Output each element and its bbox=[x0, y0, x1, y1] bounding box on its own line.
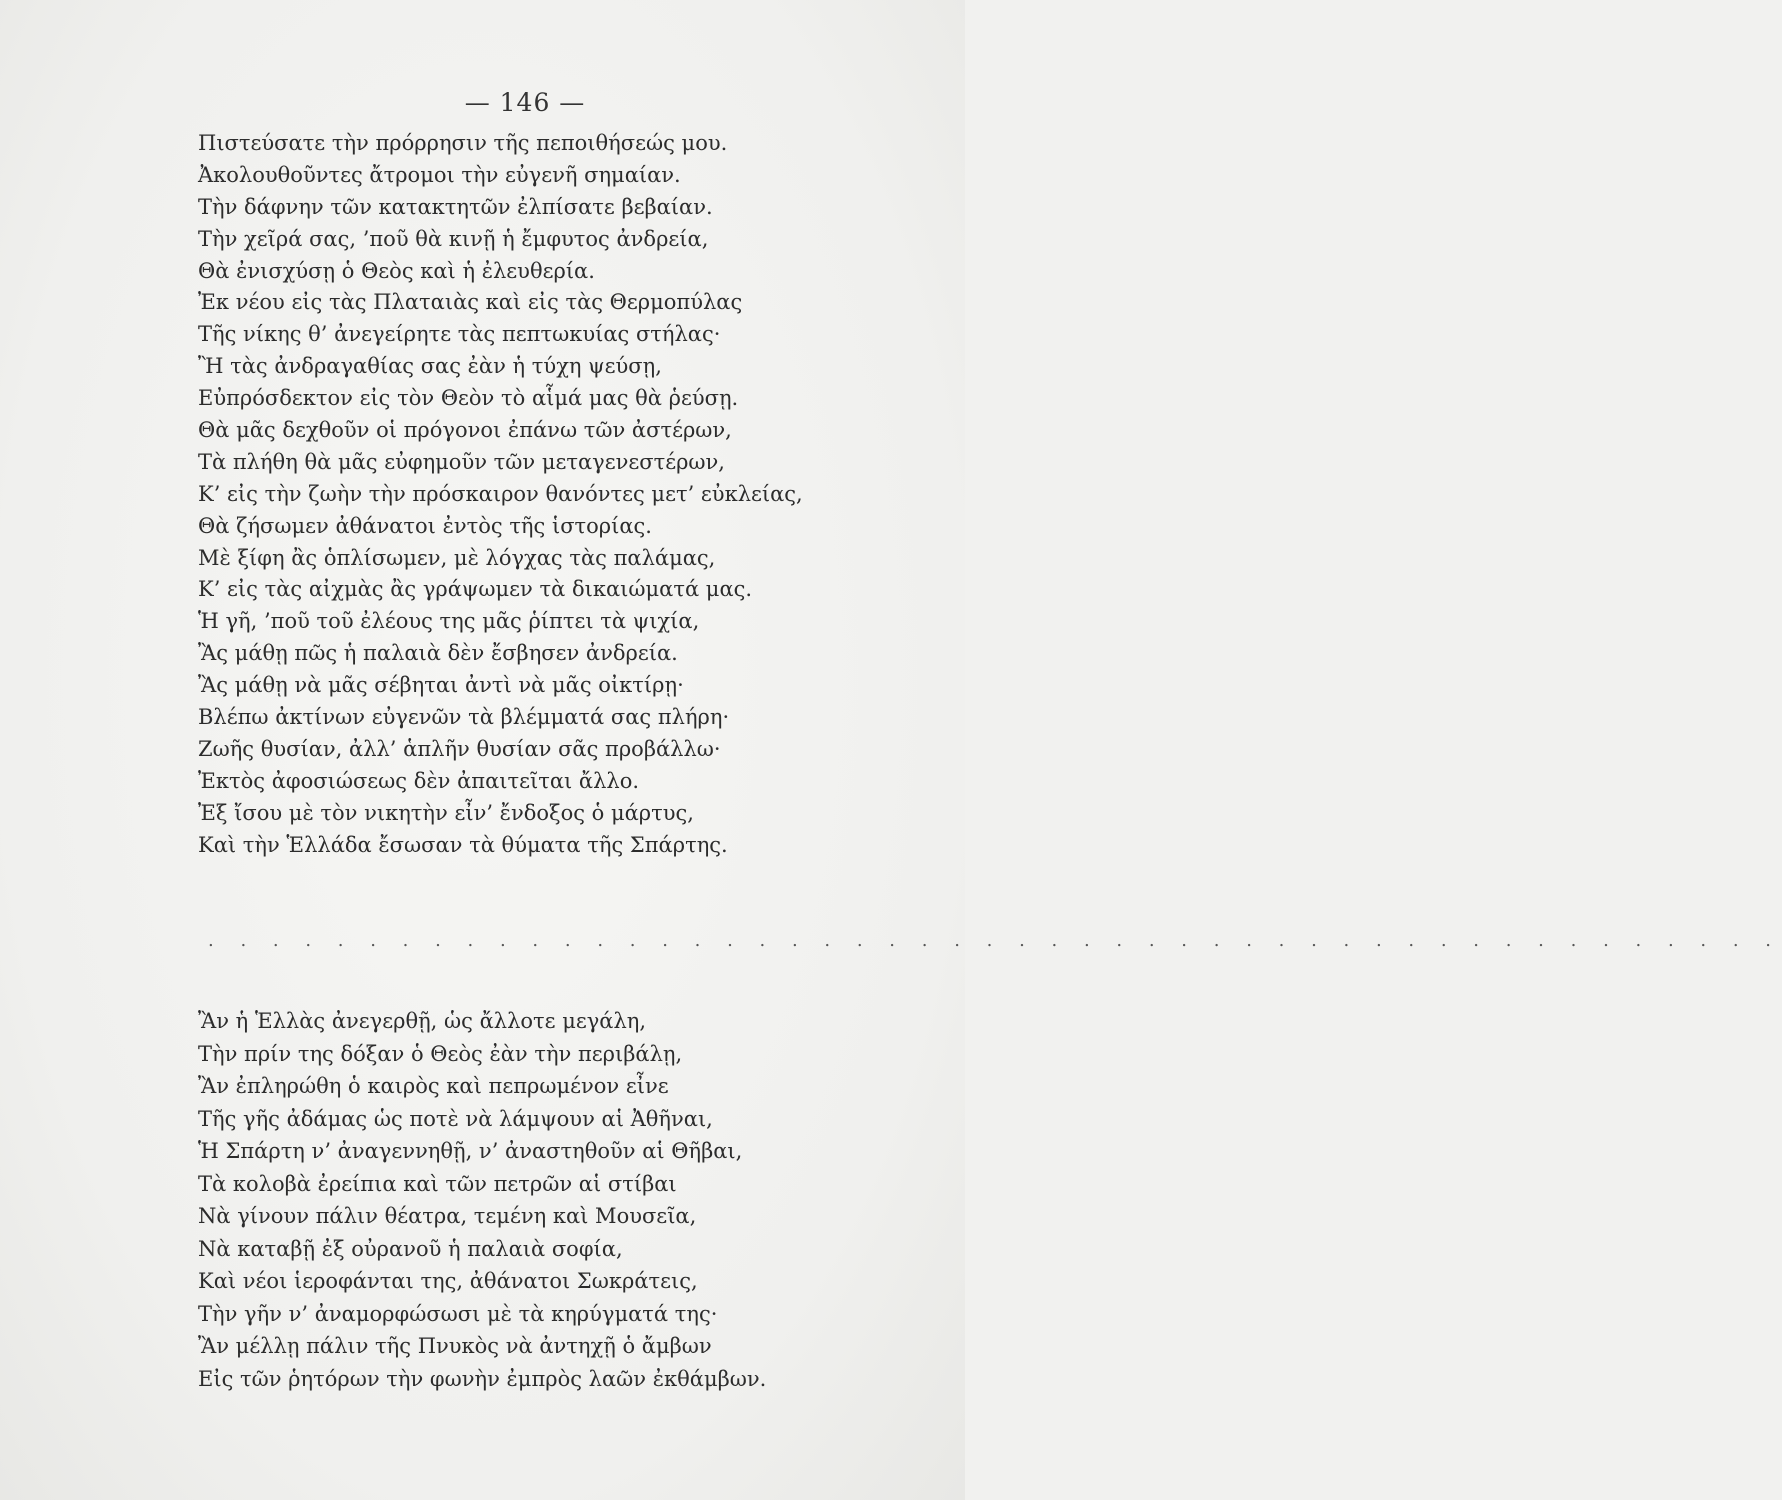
section-separator: . . . . . . . . . . . . . . . . . . . . . . . . . . . . . . . . . . . . . . . . . . . . . . . . . bbox=[208, 930, 1782, 951]
poem-stanza-2 bbox=[198, 1005, 766, 1395]
verse-line: Τῆς γῆς ἀδάμας ὡς ποτὲ νὰ λάμψουν αἱ Ἀθῆναι, bbox=[198, 1106, 713, 1131]
verse-line: Τὰ κολοβὰ ἐρείπια καὶ τῶν πετρῶν αἱ στίβαι bbox=[198, 1171, 677, 1196]
verse-line: Ἢ τὰς ἀνδραγαθίας σας ἐὰν ἡ τύχη ψεύσῃ, bbox=[198, 354, 662, 379]
verse-line: Ἂν ἐπληρώθη ὁ καιρὸς καὶ πεπρωμένον εἶνε bbox=[198, 1074, 669, 1098]
verse-line: Ἡ γῆ, ’ποῦ τοῦ ἐλέους της μᾶς ῥίπτει τὰ ψιχία, bbox=[198, 609, 700, 634]
verse-line: Βλέπω ἀκτίνων εὐγενῶν τὰ βλέμματά σας πλήρη· bbox=[198, 705, 730, 730]
verse-line: Τὴν γῆν ν’ ἀναμορφώσωσι μὲ τὰ κηρύγματά της· bbox=[198, 1301, 718, 1326]
verse-line: Κ’ εἰς τὴν ζωὴν τὴν πρόσκαιρον θανόντες μετ’ εὐκλείας, bbox=[198, 481, 803, 506]
verse-line: Μὲ ξίφη ἂς ὁπλίσωμεν, μὲ λόγχας τὰς παλάμας, bbox=[198, 545, 716, 570]
verse-line: Ἀκολουθοῦντες ἄτρομοι τὴν εὐγενῆ σημαίαν. bbox=[198, 162, 681, 187]
verse-line: Πιστεύσατε τὴν πρόρρησιν τῆς πεποιθήσεώς μου. bbox=[198, 131, 728, 155]
verse-line: Νὰ καταβῇ ἐξ οὐρανοῦ ἡ παλαιὰ σοφία, bbox=[198, 1236, 623, 1261]
verse-line: Καὶ νέοι ἱεροφάνται της, ἀθάνατοι Σωκράτεις, bbox=[198, 1269, 698, 1293]
verse-line: Καὶ τὴν Ἑλλάδα ἔσωσαν τὰ θύματα τῆς Σπάρτης. bbox=[198, 832, 728, 857]
verse-line: Ἐκ νέου εἰς τὰς Πλαταιὰς καὶ εἰς τὰς Θερμοπύλας bbox=[198, 290, 743, 315]
verse-line: Εἰς τῶν ῥητόρων τὴν φωνὴν ἐμπρὸς λαῶν ἐκθάμβων. bbox=[198, 1366, 767, 1391]
verse-line: Τὴν χεῖρά σας, ’ποῦ θὰ κινῇ ἡ ἔμφυτος ἀνδρεία, bbox=[198, 226, 709, 251]
verse-line: Ἂν μέλλῃ πάλιν τῆς Πνυκὸς νὰ ἀντηχῇ ὁ ἄμβων bbox=[198, 1334, 712, 1358]
verse-line: Ζωῆς θυσίαν, ἀλλ’ ἁπλῆν θυσίαν σᾶς προβάλλω· bbox=[198, 736, 721, 761]
verse-line: Εὐπρόσδεκτον εἰς τὸν Θεὸν τὸ αἷμά μας θὰ ῥεύσῃ. bbox=[198, 386, 739, 411]
verse-line: Θὰ ζήσωμεν ἀθάνατοι ἐντὸς τῆς ἱστορίας. bbox=[198, 513, 652, 538]
verse-line: Τὴν πρίν της δόξαν ὁ Θεὸς ἐὰν τὴν περιβάλῃ, bbox=[198, 1041, 683, 1066]
verse-line: Κ’ εἰς τὰς αἰχμὰς ἂς γράψωμεν τὰ δικαιώματά μας. bbox=[198, 577, 753, 602]
verse-line: Νὰ γίνουν πάλιν θέατρα, τεμένη καὶ Μουσεῖα, bbox=[198, 1204, 697, 1228]
verse-line: Τῆς νίκης θ’ ἀνεγείρητε τὰς πεπτωκυίας στήλας· bbox=[198, 322, 721, 347]
verse-line: Ἂς μάθῃ πῶς ἡ παλαιὰ δὲν ἔσβησεν ἀνδρεία. bbox=[198, 641, 678, 666]
verse-line: Ἡ Σπάρτη ν’ ἀναγεννηθῇ, ν’ ἀναστηθοῦν αἱ Θῆβαι, bbox=[198, 1139, 743, 1163]
verse-line: Ἐκτὸς ἀφοσιώσεως δὲν ἀπαιτεῖται ἄλλο. bbox=[198, 768, 640, 793]
verse-line: Ἂς μάθῃ νὰ μᾶς σέβηται ἀντὶ νὰ μᾶς οἰκτίρῃ· bbox=[198, 673, 684, 698]
verse-line: Ἂν ἡ Ἑλλὰς ἀνεγερθῇ, ὡς ἄλλοτε μεγάλη, bbox=[198, 1009, 647, 1033]
verse-line: Τὰ πλήθη θὰ μᾶς εὐφημοῦν τῶν μεταγενεστέρων, bbox=[198, 449, 725, 474]
verse-line: Θὰ μᾶς δεχθοῦν οἱ πρόγονοι ἐπάνω τῶν ἀστέρων, bbox=[198, 418, 732, 443]
verse-line: Θὰ ἐνισχύσῃ ὁ Θεὸς καὶ ἡ ἐλευθερία. bbox=[198, 258, 595, 283]
verse-line: Ἐξ ἴσου μὲ τὸν νικητὴν εἶν’ ἔνδοξος ὁ μάρτυς, bbox=[198, 800, 694, 825]
page-number: — 146 — bbox=[464, 88, 586, 117]
poem-stanza-1 bbox=[198, 128, 803, 861]
verse-line: Τὴν δάφνην τῶν κατακτητῶν ἐλπίσατε βεβαίαν. bbox=[198, 194, 713, 219]
